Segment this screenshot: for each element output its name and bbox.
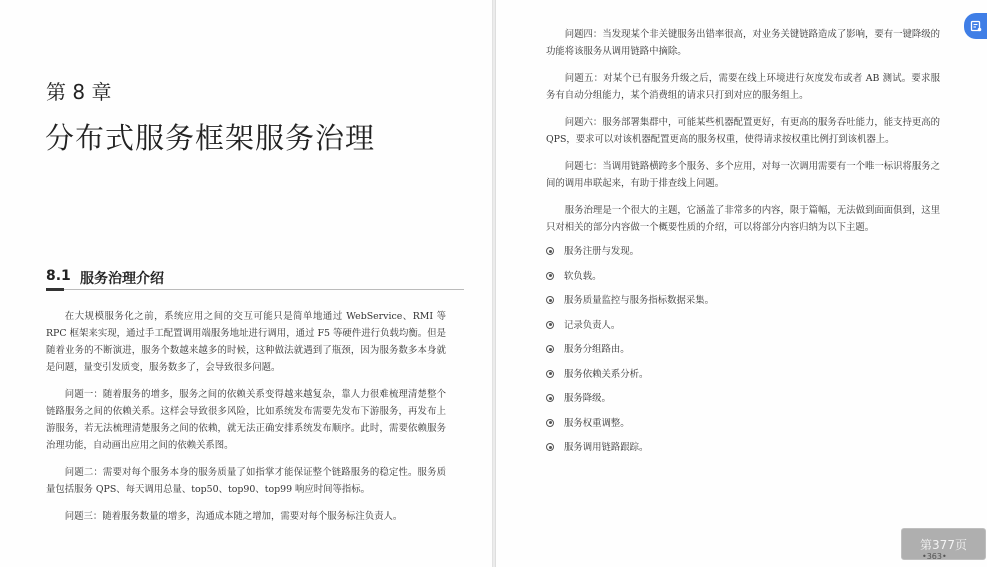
paragraph: 在大规模服务化之前，系统应用之间的交互可能只是简单地通过 WebService、RMI 等 RPC 框架来实现，通过手工配置调用端服务地址进行调用，通过 F5 等硬件进行负载均衡。但是随着业务的不断演进，服务个数越来越多的时候，这种做法就遇到了瓶颈，因为服务数多本身就是问题，量变引发质变，服务数多了，会导致很多问题。 [46, 311, 446, 373]
bullet-icon [546, 370, 554, 378]
chapter-label: 第 8 章 [46, 80, 112, 104]
paragraph: 问题五：对某个已有服务升级之后，需要在线上环境进行灰度发布或者 AB 测试。要求服务有自动分组能力，某个消费组的请求只打到对应的服务组上。 [546, 73, 940, 101]
list-item [546, 271, 940, 283]
bullet-icon [546, 394, 554, 402]
list-item-text: 服务注册与发现。 [564, 246, 640, 257]
left-page [0, 0, 492, 567]
left-body-text [46, 308, 446, 535]
bullet-icon [546, 419, 554, 427]
list-item [546, 418, 940, 430]
chapter-title: 分布式服务框架服务治理 [45, 121, 376, 155]
right-page [496, 0, 987, 567]
list-item [546, 320, 940, 332]
list-item-text: 服务权重调整。 [564, 417, 630, 429]
section-title: 服务治理介绍 [80, 271, 164, 287]
list-item [546, 369, 940, 381]
list-item [546, 295, 940, 307]
paragraph: 问题七：当调用链路横跨多个服务、多个应用，对每一次调用需要有一个唯一标识将服务之间的调用串联起来，有助于排查线上问题。 [546, 161, 940, 189]
paragraph: 问题六：服务部署集群中，可能某些机器配置更好，有更高的服务吞吐能力，能支持更高的 QPS，要求可以对该机器配置更高的服务权重，使得请求按权重比例打到该机器上。 [546, 117, 940, 145]
section-number: 8.1 [46, 268, 71, 284]
list-item-text: 服务质量监控与服务指标数据采集。 [564, 295, 715, 306]
bullet-icon [546, 247, 554, 255]
paragraph: 问题三：随着服务数量的增多，沟通成本随之增加，需要对每个服务标注负责人。 [64, 511, 403, 522]
list-item-text: 服务依赖关系分析。 [564, 368, 649, 380]
list-item [546, 393, 940, 405]
paragraph: 问题一：随着服务的增多，服务之间的依赖关系变得越来越复杂，靠人力很难梳理清楚整个链路服务之间的依赖关系。这样会导致很多风险，比如系统发布需要先发布下游服务，再发布上游服务，若无法梳理清楚服务之间的依赖，就无法正确安排系统发布顺序。此时，需要依赖服务治理功能，自动画出应用之间的依赖关系图。 [46, 389, 446, 451]
bullet-icon [546, 321, 554, 329]
bullet-icon [546, 272, 554, 280]
list-item-text: 记录负责人。 [564, 319, 621, 331]
topic-list [546, 246, 940, 454]
bullet-icon [546, 296, 554, 304]
right-body-text [546, 26, 940, 467]
page-indicator-badge: 第377页 [901, 528, 986, 560]
list-item [546, 442, 940, 454]
bullet-icon [546, 443, 554, 451]
section-rule-accent [46, 288, 64, 291]
list-item-text: 服务降级。 [564, 393, 611, 404]
section-heading [46, 268, 466, 290]
paragraph: 服务治理是一个很大的主题，它涵盖了非常多的内容，限于篇幅，无法做到面面俱到，这里只对相关的部分内容做一个概要性质的介绍，可以将部分内容归纳为以下主题。 [546, 205, 940, 233]
edit-float-button[interactable] [964, 13, 987, 39]
paragraph: 问题四：当发现某个非关键服务出错率很高，对业务关键链路造成了影响，要有一键降级的功能将该服务从调用链路中摘除。 [546, 29, 940, 57]
document-edit-icon [970, 20, 982, 32]
list-item-text: 服务调用链路跟踪。 [564, 442, 649, 453]
list-item [546, 246, 940, 258]
bullet-icon [546, 345, 554, 353]
list-item [546, 344, 940, 356]
paragraph: 问题二：需要对每个服务本身的服务质量了如指掌才能保证整个链路服务的稳定性。服务质量包括服务 QPS、每天调用总量、top50、top90、top99 响应时间等指标。 [46, 467, 446, 495]
list-item-text: 服务分组路由。 [564, 344, 630, 355]
list-item-text: 软负载。 [564, 270, 602, 282]
section-rule [46, 289, 464, 290]
